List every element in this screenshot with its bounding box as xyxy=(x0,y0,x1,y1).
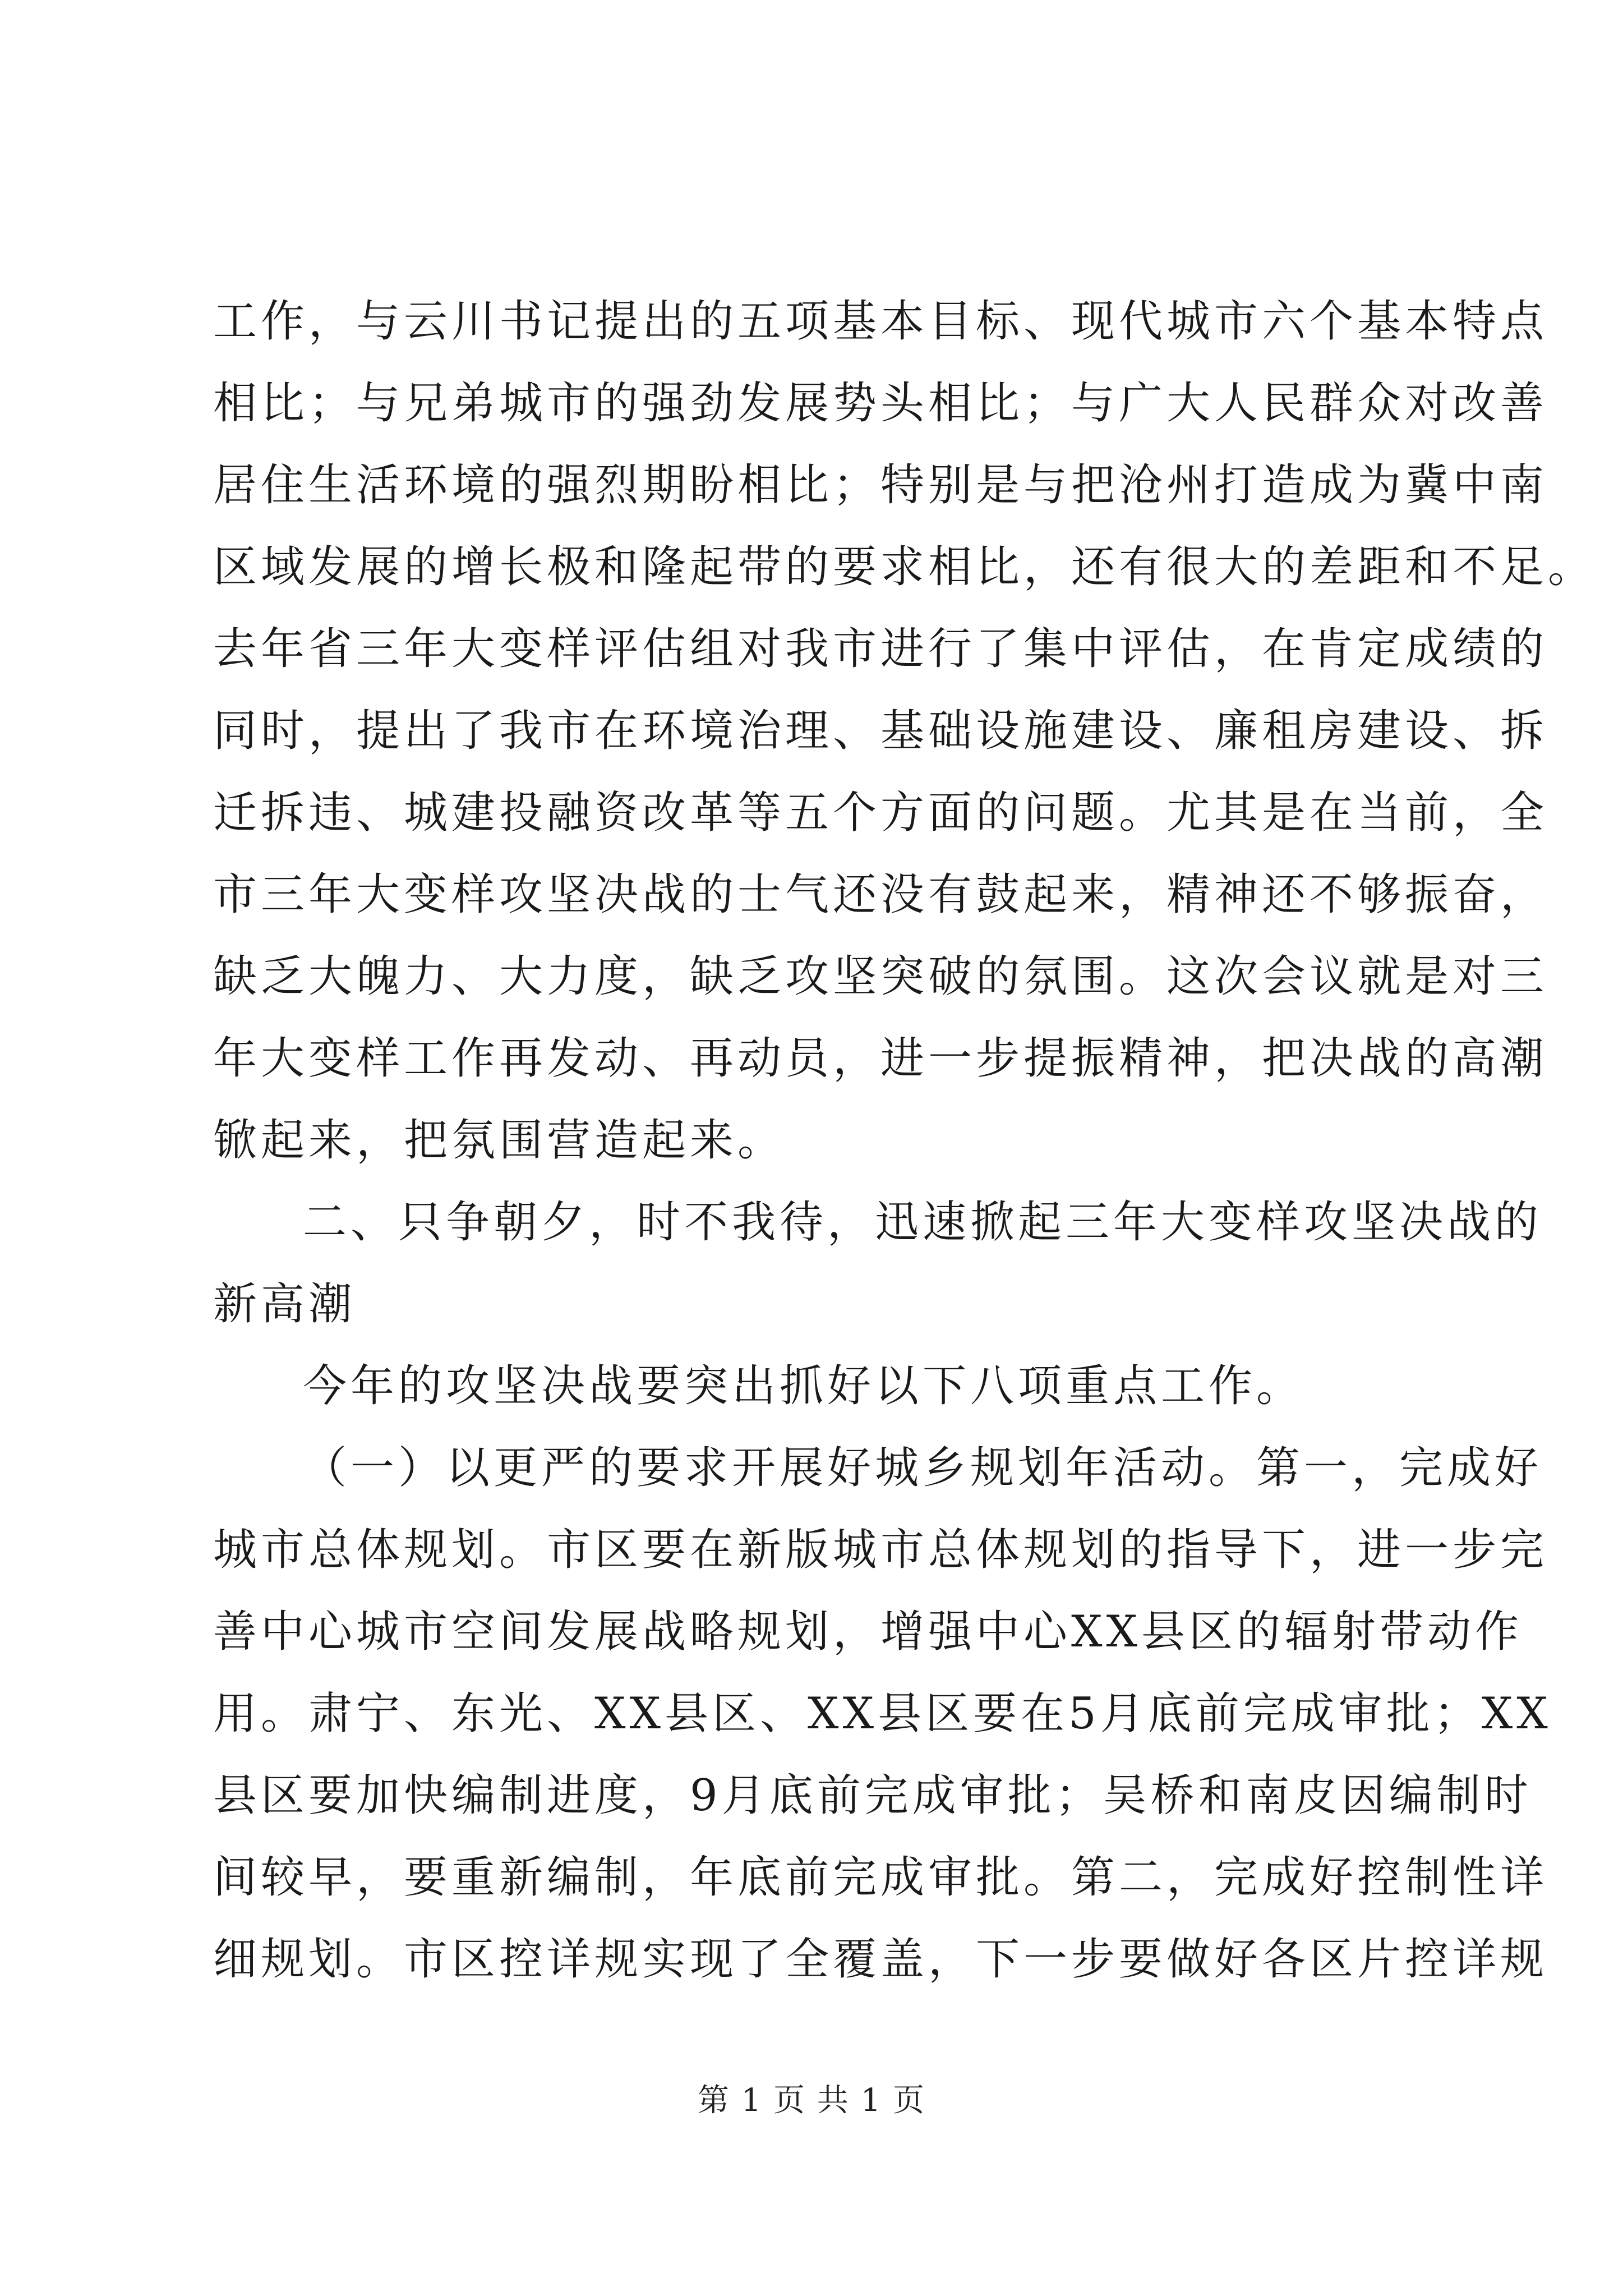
document-body xyxy=(213,280,1596,2000)
body-line: 工作，与云川书记提出的五项基本目标、现代城市六个基本特点 xyxy=(213,296,1548,347)
body-line: 今年的攻坚决战要突出抓好以下八项重点工作。 xyxy=(303,1361,1304,1411)
section-heading-line: 二、只争朝夕，时不我待，迅速掀起三年大变样攻坚决战的 xyxy=(303,1197,1543,1248)
body-line: 锨起来，把氛围营造起来。 xyxy=(213,1115,786,1166)
body-line: 去年省三年大变样评估组对我市进行了集中评估，在肯定成绩的 xyxy=(213,624,1548,674)
subsection-line: （一）以更严的要求开展好城乡规划年活动。第一，完成好 xyxy=(303,1443,1543,1493)
body-line: 善中心城市空间发展战略规划，增强中心XX县区的辐射带动作 xyxy=(213,1607,1523,1657)
section-heading-line: 新高潮 xyxy=(213,1279,357,1329)
page-number-label: 第 1 页 共 1 页 xyxy=(697,2082,926,2119)
body-line: 细规划。市区控详规实现了全覆盖，下一步要做好各区片控详规 xyxy=(213,1934,1548,1985)
body-line: 用。肃宁、东光、XX县区、XX县区要在5月底前完成审批；XX xyxy=(213,1688,1552,1739)
body-line: 县区要加快编制进度，9月底前完成审批；吴桥和南皮因编制时 xyxy=(213,1770,1532,1821)
body-line: 区域发展的增长极和隆起带的要求相比，还有很大的差距和不足。 xyxy=(213,542,1596,592)
body-line: 居住生活环境的强烈期盼相比；特别是与把沧州打造成为冀中南 xyxy=(213,460,1548,510)
body-line: 缺乏大魄力、大力度，缺乏攻坚突破的氛围。这次会议就是对三 xyxy=(213,951,1548,1002)
body-line: 相比；与兄弟城市的强劲发展势头相比；与广大人民群众对改善 xyxy=(213,378,1548,429)
body-line: 城市总体规划。市区要在新版城市总体规划的指导下，进一步完 xyxy=(213,1525,1548,1575)
body-line: 年大变样工作再发动、再动员，进一步提振精神，把决战的高潮 xyxy=(213,1033,1548,1084)
page-footer xyxy=(0,2078,1623,2123)
body-line: 市三年大变样攻坚决战的士气还没有鼓起来，精神还不够振奋， xyxy=(213,869,1548,920)
body-line: 迁拆违、城建投融资改革等五个方面的问题。尤其是在当前，全 xyxy=(213,788,1548,838)
body-line: 间较早，要重新编制，年底前完成审批。第二，完成好控制性详 xyxy=(213,1852,1548,1903)
body-line: 同时，提出了我市在环境治理、基础设施建设、廉租房建设、拆 xyxy=(213,706,1548,756)
